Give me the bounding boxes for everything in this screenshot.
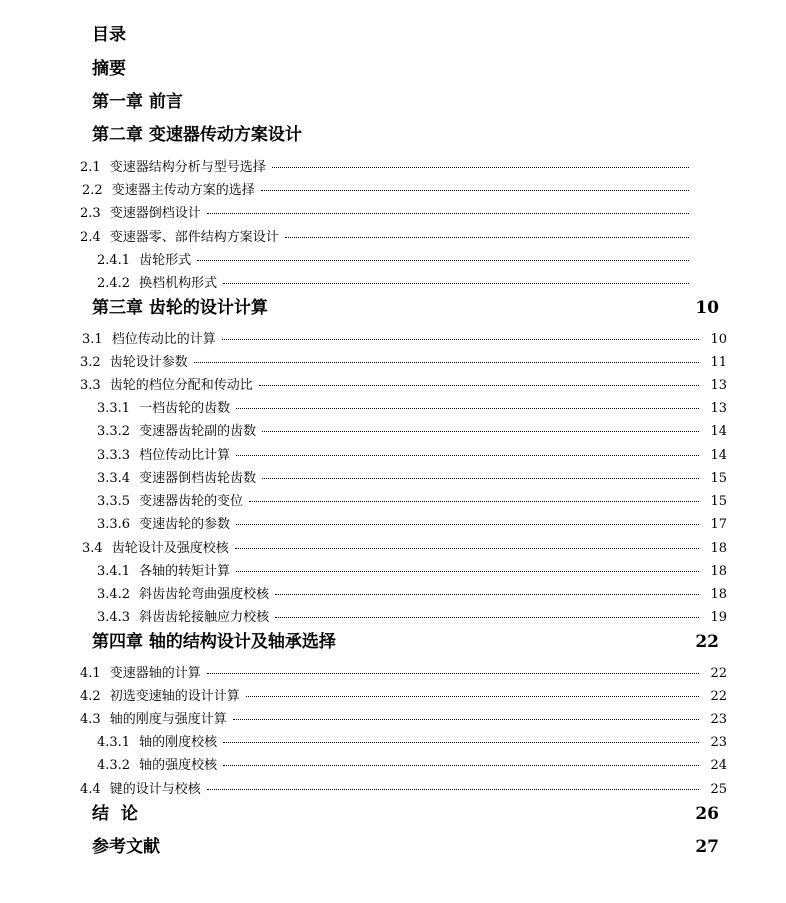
entry-number: 3.3.4 (97, 471, 131, 486)
heading-chapter-3[interactable]: 第三章 齿轮的设计计算 10 (92, 298, 719, 318)
page-number: 13 (710, 401, 727, 416)
page-number: 18 (710, 587, 727, 602)
toc-title: 目录 (92, 25, 126, 45)
toc-entry-4-1[interactable] (80, 662, 727, 681)
entry-number: 4.4 (80, 782, 101, 797)
entry-title: 变速器齿轮副的齿数 (139, 424, 257, 439)
page-number: 15 (710, 494, 727, 509)
dot-leader (285, 237, 689, 238)
page-number: 10 (695, 298, 719, 318)
toc-entry-3-4[interactable] (82, 537, 727, 556)
dot-leader (259, 385, 699, 386)
page-number: 23 (710, 712, 727, 727)
toc-entry-3-3-4[interactable] (97, 467, 727, 486)
toc-entry-4-2[interactable] (80, 685, 727, 704)
toc-entry-4-3-1[interactable] (97, 731, 727, 750)
entry-number: 3.3.1 (97, 401, 131, 416)
entry-number: 3.3 (80, 378, 101, 393)
page-number: 27 (695, 837, 719, 857)
dot-leader (207, 213, 689, 214)
dot-leader (223, 742, 699, 743)
heading-chapter-1[interactable]: 第一章 前言 (92, 92, 183, 112)
toc-entry-3-4-2[interactable] (97, 583, 727, 602)
entry-number: 2.4.2 (97, 276, 131, 291)
dot-leader (223, 283, 689, 284)
heading-chapter-2[interactable]: 第二章 变速器传动方案设计 (92, 125, 302, 145)
dot-leader (197, 260, 689, 261)
toc-entry-3-3-6[interactable] (97, 513, 727, 532)
entry-number: 4.3.1 (97, 735, 131, 750)
entry-title: 斜齿齿轮接触应力校核 (139, 610, 270, 625)
dot-leader (207, 673, 699, 674)
entry-number: 3.4.3 (97, 610, 131, 625)
page-number: 14 (710, 448, 727, 463)
toc-entry-3-3-2[interactable] (97, 420, 727, 439)
dot-leader (236, 455, 699, 456)
entry-title: 档位传动比计算 (139, 448, 231, 463)
entry-title: 各轴的转矩计算 (139, 564, 231, 579)
entry-title: 轴的刚度校核 (139, 735, 218, 750)
entry-title: 齿轮设计及强度校核 (111, 541, 229, 556)
heading-references[interactable]: 参考文献 27 (92, 837, 719, 857)
entry-title: 键的设计与校核 (109, 782, 201, 797)
entry-title: 换档机构形式 (139, 276, 218, 291)
dot-leader (235, 548, 699, 549)
entry-title: 变速器主传动方案的选择 (111, 183, 255, 198)
toc-entry-2-1[interactable] (80, 156, 695, 175)
entry-title: 轴的刚度与强度计算 (109, 712, 227, 727)
entry-title: 齿轮的档位分配和传动比 (109, 378, 253, 393)
entry-title: 齿轮设计参数 (109, 355, 188, 370)
page-number: 22 (695, 632, 719, 652)
entry-number: 3.3.3 (97, 448, 131, 463)
dot-leader (194, 362, 699, 363)
heading-chapter-4[interactable]: 第四章 轴的结构设计及轴承选择 22 (92, 632, 719, 652)
entry-number: 4.3 (80, 712, 101, 727)
entry-number: 3.3.2 (97, 424, 131, 439)
entry-number: 4.1 (80, 666, 101, 681)
toc-entry-3-3[interactable] (80, 374, 727, 393)
toc-entry-4-3-2[interactable] (97, 754, 727, 773)
entry-number: 3.4.2 (97, 587, 131, 602)
entry-title: 变速器倒档齿轮齿数 (139, 471, 257, 486)
entry-title: 档位传动比的计算 (111, 332, 216, 347)
dot-leader (246, 696, 699, 697)
entry-number: 4.2 (80, 689, 101, 704)
entry-number: 3.3.6 (97, 517, 131, 532)
toc-entry-3-2[interactable] (80, 351, 727, 370)
entry-number: 3.2 (80, 355, 101, 370)
page-number: 18 (710, 564, 727, 579)
entry-number: 3.4 (82, 541, 103, 556)
page-number: 18 (710, 541, 727, 556)
page-number: 19 (710, 610, 727, 625)
toc-entry-3-1[interactable] (82, 328, 727, 347)
toc-entry-2-4[interactable] (80, 226, 695, 245)
entry-number: 2.2 (82, 183, 103, 198)
heading-abstract[interactable]: 摘要 (92, 59, 126, 79)
toc-entry-2-3[interactable] (80, 202, 695, 221)
entry-number: 2.3 (80, 206, 101, 221)
entry-number: 2.1 (80, 160, 101, 175)
dot-leader (207, 789, 699, 790)
toc-entry-3-4-3[interactable] (97, 606, 727, 625)
heading-conclusion[interactable]: 结 论 26 (92, 804, 719, 824)
toc-entry-3-3-5[interactable] (97, 490, 727, 509)
dot-leader (272, 167, 689, 168)
page-number: 22 (710, 666, 727, 681)
page-number: 26 (695, 804, 719, 824)
entry-number: 3.3.5 (97, 494, 131, 509)
page-number: 24 (710, 758, 727, 773)
dot-leader (275, 594, 699, 595)
dot-leader (262, 431, 699, 432)
page-number: 13 (710, 378, 727, 393)
page-number: 22 (710, 689, 727, 704)
toc-entry-2-4-1[interactable] (97, 249, 695, 268)
toc-entry-4-3[interactable] (80, 708, 727, 727)
page-number: 14 (710, 424, 727, 439)
toc-entry-3-3-3[interactable] (97, 444, 727, 463)
dot-leader (275, 617, 699, 618)
dot-leader (236, 571, 699, 572)
toc-entry-4-4[interactable] (80, 778, 727, 797)
entry-number: 2.4 (80, 230, 101, 245)
dot-leader (236, 524, 699, 525)
toc-entry-2-2[interactable] (82, 179, 695, 198)
entry-title: 变速器倒档设计 (109, 206, 201, 221)
page-number: 17 (710, 517, 727, 532)
entry-title: 初选变速轴的设计计算 (109, 689, 240, 704)
dot-leader (262, 478, 699, 479)
dot-leader (223, 765, 699, 766)
page-number: 15 (710, 471, 727, 486)
page-number: 11 (710, 355, 727, 370)
page-number: 25 (710, 782, 727, 797)
entry-title: 变速器结构分析与型号选择 (109, 160, 266, 175)
entry-title: 齿轮形式 (139, 253, 192, 268)
toc-entry-3-3-1[interactable] (97, 397, 727, 416)
toc-entry-3-4-1[interactable] (97, 560, 727, 579)
dot-leader (222, 339, 699, 340)
entry-title: 变速齿轮的参数 (139, 517, 231, 532)
entry-number: 3.4.1 (97, 564, 131, 579)
dot-leader (261, 190, 689, 191)
entry-title: 斜齿齿轮弯曲强度校核 (139, 587, 270, 602)
toc-entry-2-4-2[interactable] (97, 272, 695, 291)
entry-title: 变速器齿轮的变位 (139, 494, 244, 509)
entry-title: 一档齿轮的齿数 (139, 401, 231, 416)
entry-title: 轴的强度校核 (139, 758, 218, 773)
page-number: 23 (710, 735, 727, 750)
dot-leader (233, 719, 699, 720)
dot-leader (236, 408, 699, 409)
entry-number: 3.1 (82, 332, 103, 347)
dot-leader (249, 501, 699, 502)
entry-number: 2.4.1 (97, 253, 131, 268)
entry-number: 4.3.2 (97, 758, 131, 773)
page-number: 10 (710, 332, 727, 347)
entry-title: 变速器零、部件结构方案设计 (109, 230, 279, 245)
entry-title: 变速器轴的计算 (109, 666, 201, 681)
